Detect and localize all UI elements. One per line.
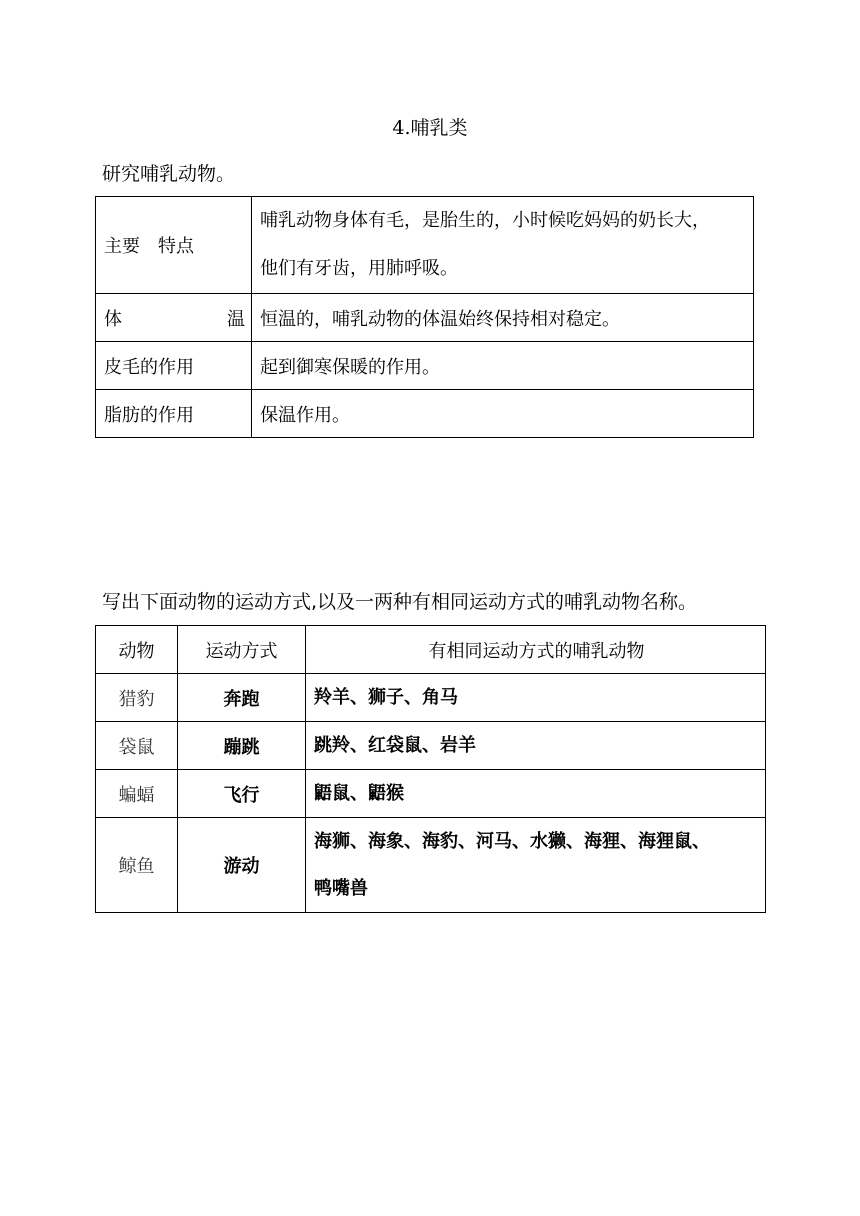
column-header: 动物 bbox=[96, 626, 178, 674]
row-label-part: 特点 bbox=[158, 236, 194, 257]
motion-table bbox=[95, 625, 766, 913]
row-label bbox=[96, 197, 252, 294]
value-line: 他们有牙齿，用肺呼吸。 bbox=[260, 258, 458, 279]
motion-cell: 游动 bbox=[178, 818, 306, 913]
animal-cell: 鲸鱼 bbox=[96, 818, 178, 913]
same-motion-cell: 跳羚、红袋鼠、岩羊 bbox=[306, 722, 766, 770]
same-motion-cell: 鼯鼠、鼯猴 bbox=[306, 770, 766, 818]
intro-text: 研究哺乳动物。 bbox=[102, 163, 236, 185]
table-row bbox=[96, 294, 754, 342]
animal-cell: 蝙蝠 bbox=[96, 770, 178, 818]
row-label: 皮毛的作用 bbox=[96, 342, 252, 390]
table-row bbox=[96, 674, 766, 722]
column-header: 有相同运动方式的哺乳动物 bbox=[306, 626, 766, 674]
value-line: 哺乳动物身体有毛，是胎生的，小时候吃妈妈的奶长大， bbox=[260, 210, 710, 231]
page-title: 4.哺乳类 bbox=[392, 117, 468, 139]
table-row bbox=[96, 197, 754, 294]
table-row bbox=[96, 818, 766, 913]
row-value: 恒温的，哺乳动物的体温始终保持相对稳定。 bbox=[252, 294, 754, 342]
row-value: 起到御寒保暖的作用。 bbox=[252, 342, 754, 390]
same-motion-cell: 羚羊、狮子、角马 bbox=[306, 674, 766, 722]
row-label bbox=[96, 294, 252, 342]
table-row bbox=[96, 342, 754, 390]
row-label-part: 体 bbox=[104, 308, 122, 330]
same-motion-line: 鸭嘴兽 bbox=[314, 878, 368, 899]
animal-cell: 猎豹 bbox=[96, 674, 178, 722]
same-motion-line: 海狮、海象、海豹、河马、水獭、海狸、海狸鼠、 bbox=[314, 831, 710, 852]
animal-cell: 袋鼠 bbox=[96, 722, 178, 770]
row-value: 保温作用。 bbox=[252, 390, 754, 438]
question-text: 写出下面动物的运动方式,以及一两种有相同运动方式的哺乳动物名称。 bbox=[102, 591, 698, 613]
traits-table bbox=[95, 196, 754, 438]
column-header: 运动方式 bbox=[178, 626, 306, 674]
same-motion-cell bbox=[306, 818, 766, 913]
motion-cell: 奔跑 bbox=[178, 674, 306, 722]
table-row bbox=[96, 770, 766, 818]
row-label: 脂肪的作用 bbox=[96, 390, 252, 438]
motion-cell: 飞行 bbox=[178, 770, 306, 818]
motion-cell: 蹦跳 bbox=[178, 722, 306, 770]
table-row bbox=[96, 390, 754, 438]
row-value bbox=[252, 197, 754, 294]
row-label-part: 温 bbox=[227, 308, 245, 330]
table-row bbox=[96, 722, 766, 770]
row-label-part: 主要 bbox=[104, 236, 140, 257]
table-header-row bbox=[96, 626, 766, 674]
